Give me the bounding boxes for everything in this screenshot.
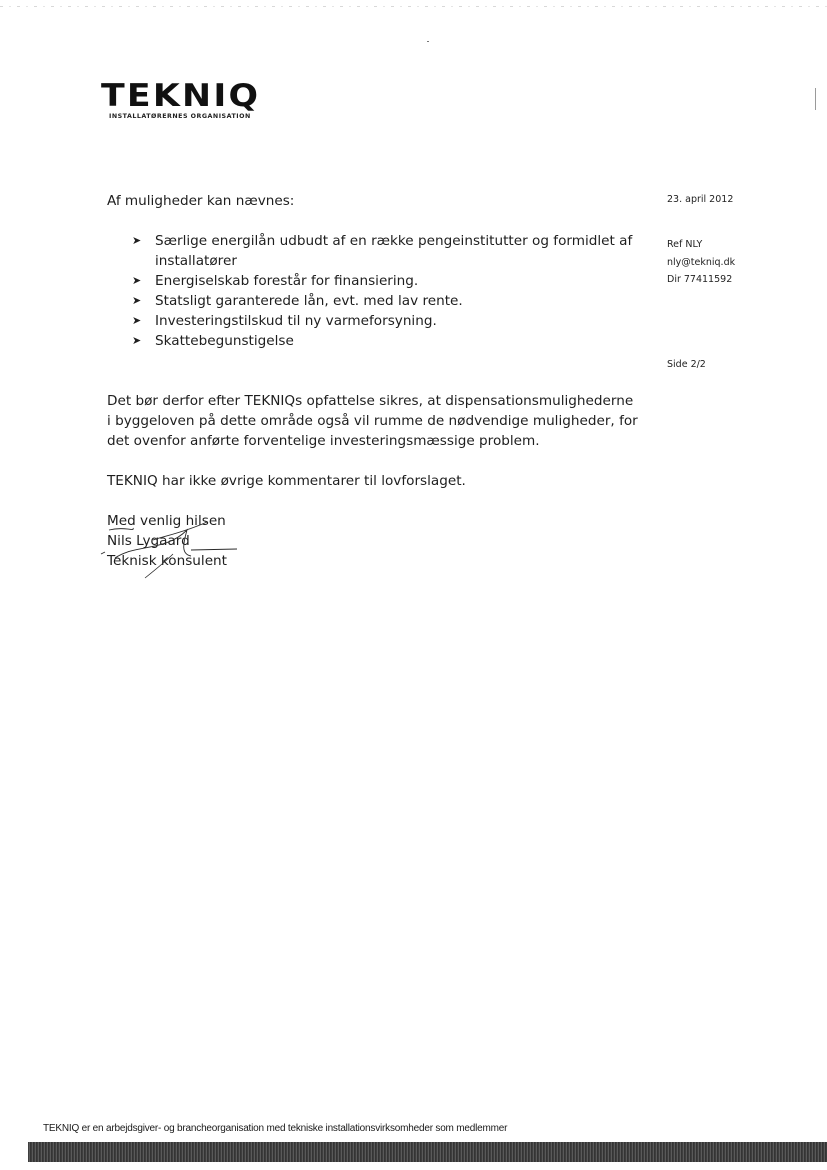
- arrow-bullet-icon: ➤: [132, 234, 142, 247]
- body-paragraph: [107, 391, 647, 451]
- page-number: Side 2/2: [667, 359, 706, 370]
- list-item: [130, 231, 650, 271]
- list-item-text-cont: installatører: [155, 253, 237, 269]
- list-item: [130, 331, 650, 351]
- contact-email[interactable]: nly@tekniq.dk: [667, 257, 736, 268]
- paragraph-line: det ovenfor anførte forventelige investeringsmæssige problem.: [107, 433, 540, 449]
- reference: Ref NLY: [667, 239, 703, 250]
- letter-date: 23. april 2012: [667, 194, 734, 205]
- arrow-bullet-icon: ➤: [132, 274, 142, 287]
- footer-bar: [28, 1142, 827, 1162]
- logo-wordmark: TEKNIQ: [101, 78, 261, 114]
- greeting: Med venlig hilsen: [107, 513, 226, 529]
- options-list: [130, 231, 650, 351]
- direct-phone: Dir 77411592: [667, 274, 733, 285]
- list-item-text: Energiselskab forestår for finansiering.: [155, 273, 419, 289]
- intro-line: Af muligheder kan nævnes:: [107, 193, 295, 209]
- closing-line: TEKNIQ har ikke øvrige kommentarer til lovforslaget.: [107, 473, 466, 489]
- signer-title: Teknisk konsulent: [107, 553, 227, 569]
- list-item: [130, 271, 650, 291]
- arrow-bullet-icon: ➤: [132, 334, 142, 347]
- arrow-bullet-icon: ➤: [132, 314, 142, 327]
- signer-name: Nils Lygaard: [107, 533, 190, 549]
- scan-edge-mark: [815, 88, 816, 110]
- paragraph-line: Det bør derfor efter TEKNIQs opfattelse sikres, at dispensationsmulighederne: [107, 393, 634, 409]
- tekniq-logo: [101, 79, 271, 120]
- list-item-text: Investeringstilskud til ny varmeforsyning.: [155, 313, 437, 329]
- list-item: [130, 291, 650, 311]
- list-item-text: Statsligt garanterede lån, evt. med lav rente.: [155, 293, 463, 309]
- list-item-text: Skattebegunstigelse: [155, 333, 294, 349]
- footer-statement: TEKNIQ er en arbejdsgiver- og brancheorganisation med tekniske installationsvirksomheder som medlemmer: [43, 1123, 508, 1134]
- list-item-text: Særlige energilån udbudt af en række pengeinstitutter og formidlet af: [155, 233, 633, 249]
- arrow-bullet-icon: ➤: [132, 294, 142, 307]
- list-item: [130, 311, 650, 331]
- scan-speck: [427, 41, 429, 42]
- scan-edge-line: [0, 6, 827, 7]
- logo-tagline: INSTALLATØRERNES ORGANISATION: [109, 113, 251, 120]
- paragraph-line: i byggeloven på dette område også vil rumme de nødvendige muligheder, for: [107, 413, 638, 429]
- signature-block: [107, 511, 227, 571]
